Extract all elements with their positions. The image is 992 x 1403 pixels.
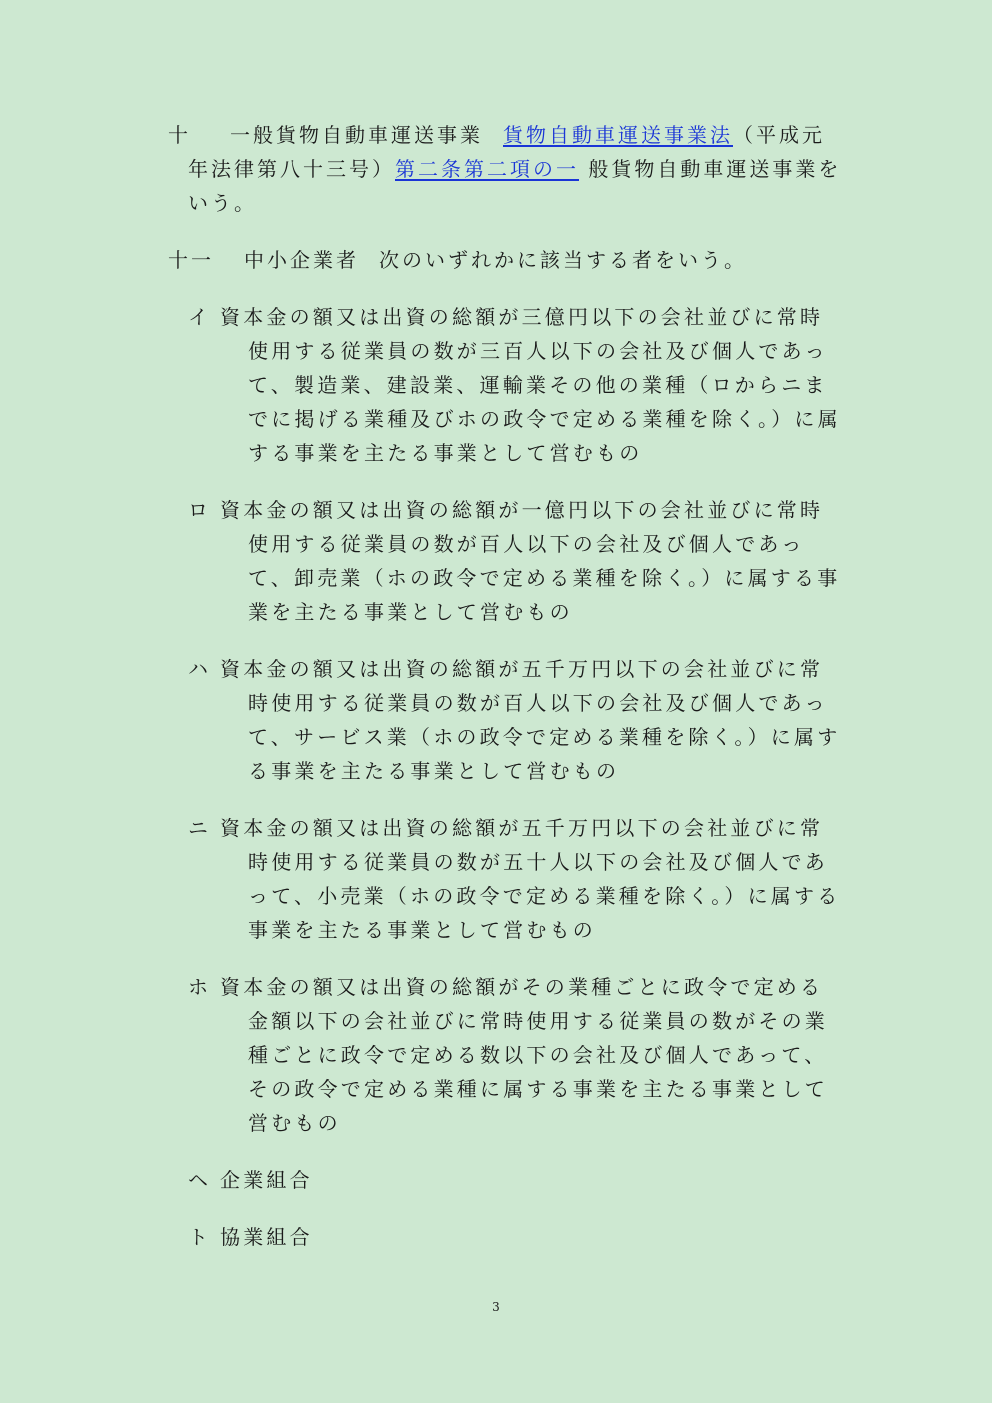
- page-number: 3: [492, 1300, 500, 1314]
- section-number: 十一: [168, 248, 214, 272]
- section-term: 一般貨物自動車運送事業: [230, 123, 483, 147]
- item-mark: ト: [188, 1225, 212, 1249]
- item-mark: ヘ: [188, 1168, 212, 1192]
- section-number: 十: [168, 123, 191, 147]
- section-11: [168, 243, 844, 277]
- section-10: [168, 118, 844, 220]
- item-mark: ロ: [188, 498, 212, 522]
- list-item-i: [188, 300, 844, 470]
- list-item-he: [188, 1163, 844, 1197]
- item-mark: イ: [188, 305, 212, 329]
- item-text: 資本金の額又は出資の総額が五千万円以下の会社並びに常時使用する従業員の数が百人以下の会社及び個人であって、サービス業（ホの政令で定める業種を除く。）に属する事業を主たる事業として営むもの: [220, 657, 841, 783]
- list-item-ni: [188, 811, 844, 947]
- law-link[interactable]: 貨物自動車運送事業法: [503, 123, 733, 147]
- item-text: 資本金の額又は出資の総額が一億円以下の会社並びに常時使用する従業員の数が百人以下の会社及び個人であって、卸売業（ホの政令で定める業種を除く。）に属する事業を主たる事業として営むもの: [220, 498, 841, 624]
- section-text: 次のいずれかに該当する者をいう。: [379, 248, 747, 272]
- item-text: 企業組合: [220, 1168, 313, 1192]
- item-mark: ハ: [188, 657, 212, 681]
- article-link[interactable]: 第二条第二項の一: [395, 157, 579, 181]
- section-term: 中小企業者: [244, 248, 359, 272]
- item-text: 資本金の額又は出資の総額がその業種ごとに政令で定める金額以下の会社並びに常時使用する従業員の数がその業種ごとに政令で定める数以下の会社及び個人であって、その政令で定める業種に属する事業を主たる事業として営むもの: [220, 975, 828, 1135]
- item-text: 協業組合: [220, 1225, 313, 1249]
- section-text: （平成元年法律第八十三号）: [188, 123, 825, 181]
- section-text: 般貨物自動車運送事業をいう。: [188, 157, 842, 215]
- item-mark: ホ: [188, 975, 212, 999]
- item-text: 資本金の額又は出資の総額が五千万円以下の会社並びに常時使用する従業員の数が五十人以下の会社及び個人であって、小売業（ホの政令で定める業種を除く。）に属する事業を主たる事業として営むもの: [220, 816, 841, 942]
- item-text: 資本金の額又は出資の総額が三億円以下の会社並びに常時使用する従業員の数が三百人以下の会社及び個人であって、製造業、建設業、運輸業その他の業種（ロからニまでに掲げる業種及びホの政令で定める業種を除く。）に属する事業を主たる事業として営むもの: [220, 305, 841, 465]
- list-item-ho: [188, 970, 844, 1140]
- list-item-ha: [188, 652, 844, 788]
- list-item-to: [188, 1220, 844, 1254]
- list-item-ro: [188, 493, 844, 629]
- document-page: [168, 118, 844, 1254]
- item-mark: ニ: [188, 816, 212, 840]
